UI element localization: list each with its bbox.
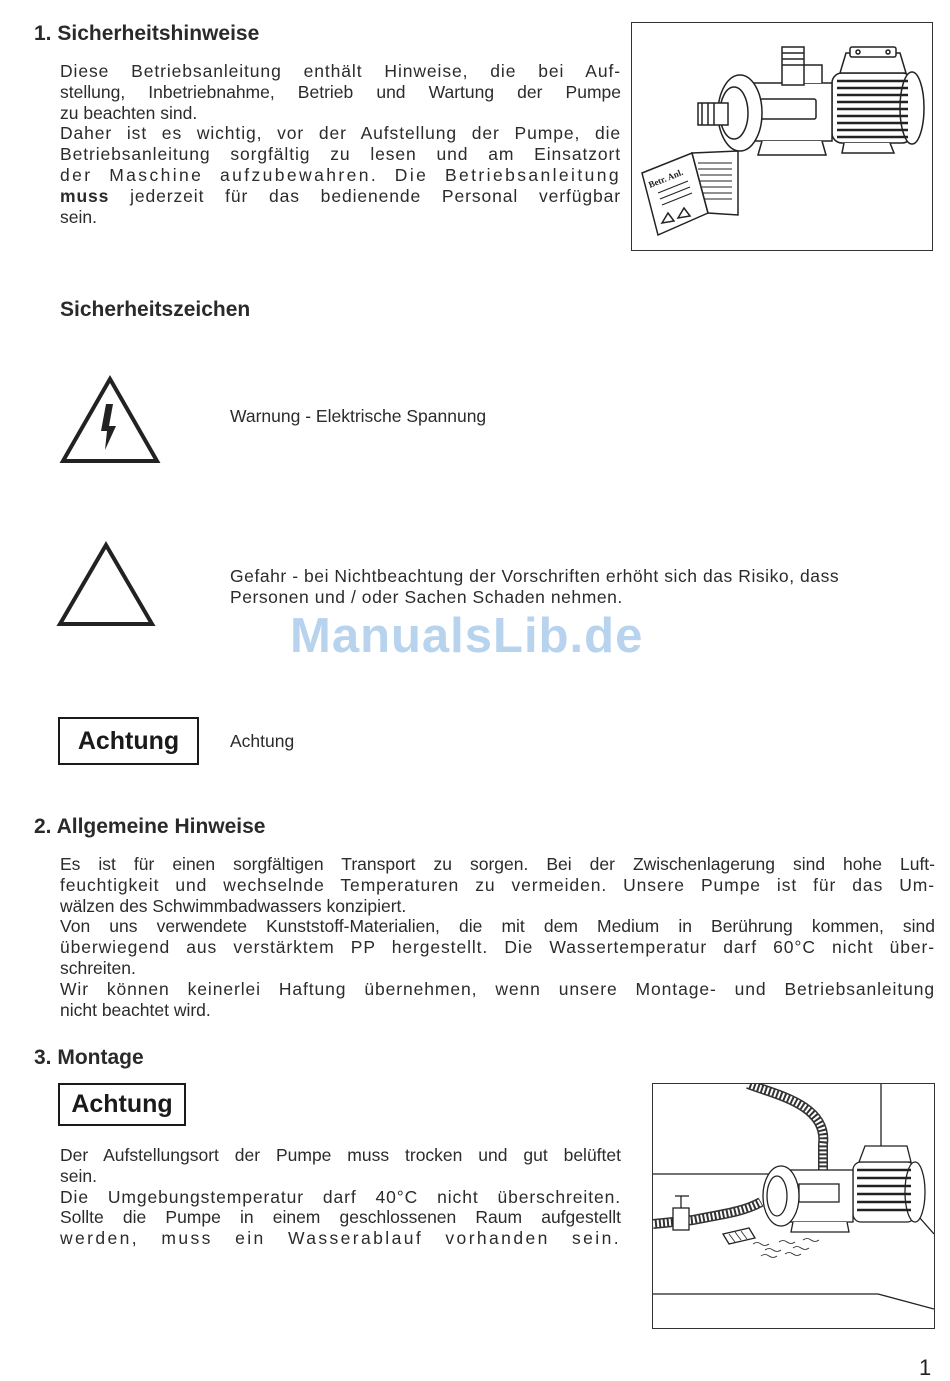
danger-line: Personen und / oder Sachen Schaden nehmen. xyxy=(230,586,623,607)
installation-figure xyxy=(652,1083,935,1329)
section2-line: feuchtigkeit und wechselnde Temperaturen zu vermeiden. Unsere Pumpe ist für das Um- xyxy=(60,874,935,895)
section1-line: Diese Betriebsanleitung enthält Hinweise, die bei Auf- xyxy=(60,61,621,81)
section1-line xyxy=(60,186,621,207)
watermark: ManualsLib.de xyxy=(290,609,644,663)
section1-line: sein. xyxy=(60,206,97,227)
danger-warning-icon xyxy=(56,540,158,630)
page-number: 1 xyxy=(919,1355,932,1380)
section1-line: Betriebsanleitung sorgfältig zu lesen und am Einsatzort xyxy=(60,144,621,165)
section1-line-rest: jederzeit für das bedienende Personal verfügbar xyxy=(109,185,621,206)
section3-line: sein. xyxy=(60,1165,97,1186)
section3-heading: 3. Montage xyxy=(34,1046,144,1069)
section3-line: Die Umgebungstemperatur darf 40°C nicht überschreiten. xyxy=(60,1186,621,1207)
section2-line: Wir können keinerlei Haftung übernehmen, wenn unsere Montage- und Betriebsanleitung xyxy=(60,978,935,999)
section1-body xyxy=(60,61,621,227)
achtung-label: Achtung xyxy=(230,731,295,751)
section3-line: Der Aufstellungsort der Pumpe muss trocken und gut belüftet xyxy=(60,1145,621,1165)
section3-line: Sollte die Pumpe in einem geschlossenen Raum aufgestellt xyxy=(60,1207,621,1228)
section1-heading: 1. Sicherheitshinweise xyxy=(34,22,260,45)
pump-manual-figure xyxy=(631,22,933,251)
section1-line: stellung, Inbetriebnahme, Betrieb und Wartung der Pumpe xyxy=(60,81,621,102)
section2-line: Von uns verwendete Kunststoff-Materialien, die mit dem Medium in Berührung kommen, sind xyxy=(60,916,935,937)
electric-warning-icon xyxy=(58,374,162,466)
section2-line: wälzen des Schwimmbadwassers konzipiert. xyxy=(60,895,407,916)
manual-title-text: Betr. Anl. xyxy=(647,166,685,190)
section3-line: werden, muss ein Wasserablauf vorhanden sein. xyxy=(60,1228,621,1249)
montage-achtung-sign: Achtung xyxy=(58,1083,186,1126)
section2-line: nicht beachtet wird. xyxy=(60,999,211,1020)
electric-warning-label: Warnung - Elektrische Spannung xyxy=(230,406,487,426)
achtung-sign: Achtung xyxy=(58,717,199,765)
muss-emphasis: muss xyxy=(60,185,110,206)
safety-signs-heading: Sicherheitszeichen xyxy=(60,298,251,321)
section1-line: der Maschine aufzubewahren. Die Betriebsanleitung xyxy=(60,164,621,185)
section1-line: Daher ist es wichtig, vor der Aufstellung der Pumpe, die xyxy=(60,123,621,144)
pump-illustration xyxy=(632,23,932,250)
installation-illustration xyxy=(653,1084,934,1328)
section2-line: überwiegend aus verstärktem PP hergestellt. Die Wassertemperatur darf 60°C nicht über- xyxy=(60,937,935,958)
danger-line: Gefahr - bei Nichtbeachtung der Vorschriften erhöht sich das Risiko, dass xyxy=(230,566,840,586)
danger-warning-label xyxy=(230,566,935,608)
section2-body xyxy=(60,854,935,1020)
section1-line: zu beachten sind. xyxy=(60,102,198,123)
section3-body xyxy=(60,1145,621,1249)
section2-line: schreiten. xyxy=(60,957,136,978)
section2-heading: 2. Allgemeine Hinweise xyxy=(34,815,266,838)
section2-line: Es ist für einen sorgfältigen Transport zu sorgen. Bei der Zwischenlagerung sind hohe Luft- xyxy=(60,854,935,874)
